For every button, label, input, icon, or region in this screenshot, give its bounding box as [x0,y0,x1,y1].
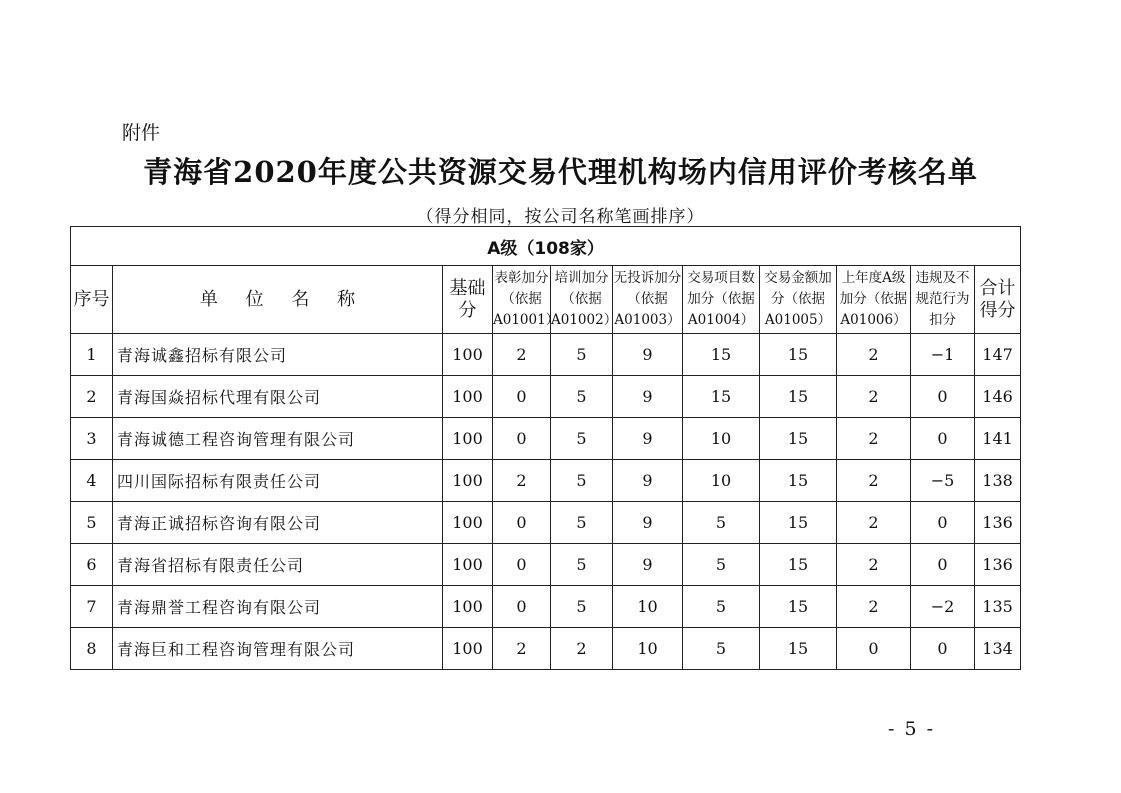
cell-penalty: −2 [911,586,975,628]
cell-total: 134 [975,628,1021,670]
table-row [71,376,1021,418]
cell-amount: 15 [760,376,837,418]
cell-no: 7 [71,586,113,628]
cell-commend: 0 [493,418,551,460]
cell-total: 138 [975,460,1021,502]
cell-total: 146 [975,376,1021,418]
table-row [71,586,1021,628]
level-header: A级（108家） [71,227,1021,266]
attachment-label: 附件 [122,122,161,144]
cell-total: 136 [975,544,1021,586]
table-row [71,418,1021,460]
cell-prev-a: 2 [837,544,911,586]
cell-training: 5 [551,418,613,460]
cell-total: 141 [975,418,1021,460]
cell-base: 100 [443,418,493,460]
cell-name: 四川国际招标有限责任公司 [113,460,443,502]
cell-complaint: 10 [613,628,683,670]
col-header-name: 单 位 名 称 [113,266,443,334]
col-header-commend: 表彰加分（依据A01001） [493,266,551,334]
cell-commend: 2 [493,460,551,502]
cell-base: 100 [443,334,493,376]
cell-commend: 2 [493,628,551,670]
cell-no: 1 [71,334,113,376]
col-header-prev-a: 上年度A级加分（依据A01006） [837,266,911,334]
cell-amount: 15 [760,586,837,628]
cell-total: 135 [975,586,1021,628]
cell-commend: 0 [493,502,551,544]
cell-training: 5 [551,334,613,376]
table-row [71,628,1021,670]
cell-penalty: −1 [911,334,975,376]
cell-base: 100 [443,376,493,418]
cell-penalty: 0 [911,544,975,586]
cell-training: 5 [551,544,613,586]
cell-no: 2 [71,376,113,418]
table-row [71,544,1021,586]
cell-no: 6 [71,544,113,586]
cell-amount: 15 [760,334,837,376]
cell-commend: 0 [493,544,551,586]
cell-amount: 15 [760,460,837,502]
cell-prev-a: 2 [837,376,911,418]
cell-name: 青海巨和工程咨询管理有限公司 [113,628,443,670]
cell-complaint: 9 [613,376,683,418]
cell-training: 5 [551,376,613,418]
cell-total: 147 [975,334,1021,376]
cell-commend: 0 [493,586,551,628]
col-header-projects: 交易项目数加分（依据A01004） [683,266,760,334]
cell-complaint: 9 [613,460,683,502]
cell-no: 3 [71,418,113,460]
cell-base: 100 [443,460,493,502]
cell-prev-a: 2 [837,586,911,628]
cell-amount: 15 [760,418,837,460]
table-row [71,460,1021,502]
cell-prev-a: 2 [837,418,911,460]
cell-name: 青海国焱招标代理有限公司 [113,376,443,418]
cell-penalty: 0 [911,502,975,544]
credit-evaluation-table [70,226,1021,670]
cell-complaint: 9 [613,544,683,586]
cell-commend: 0 [493,376,551,418]
cell-penalty: −5 [911,460,975,502]
cell-training: 5 [551,460,613,502]
table-row [71,502,1021,544]
cell-prev-a: 0 [837,628,911,670]
cell-base: 100 [443,628,493,670]
cell-base: 100 [443,544,493,586]
cell-prev-a: 2 [837,502,911,544]
cell-name: 青海正诚招标咨询有限公司 [113,502,443,544]
cell-penalty: 0 [911,376,975,418]
col-header-no: 序号 [71,266,113,334]
page-number: - 5 - [888,718,936,740]
cell-total: 136 [975,502,1021,544]
col-header-training: 培训加分（依据A01002） [551,266,613,334]
cell-name: 青海省招标有限责任公司 [113,544,443,586]
cell-name: 青海鼎誉工程咨询有限公司 [113,586,443,628]
cell-complaint: 10 [613,586,683,628]
document-subtitle: （得分相同，按公司名称笔画排序） [416,207,705,227]
cell-projects: 5 [683,628,760,670]
cell-name: 青海诚德工程咨询管理有限公司 [113,418,443,460]
cell-base: 100 [443,586,493,628]
col-header-no-complaint: 无投诉加分（依据A01003） [613,266,683,334]
cell-no: 8 [71,628,113,670]
cell-penalty: 0 [911,418,975,460]
cell-training: 5 [551,502,613,544]
cell-projects: 10 [683,418,760,460]
cell-projects: 15 [683,376,760,418]
cell-amount: 15 [760,544,837,586]
table-row [71,334,1021,376]
cell-penalty: 0 [911,628,975,670]
document-title: 青海省2020年度公共资源交易代理机构场内信用评价考核名单 [143,155,978,189]
cell-complaint: 9 [613,502,683,544]
cell-projects: 10 [683,460,760,502]
cell-complaint: 9 [613,418,683,460]
col-header-total: 合计得分 [975,266,1021,334]
col-header-base: 基础分 [443,266,493,334]
cell-training: 5 [551,586,613,628]
cell-projects: 5 [683,502,760,544]
cell-base: 100 [443,502,493,544]
cell-commend: 2 [493,334,551,376]
col-header-amount: 交易金额加分（依据A01005） [760,266,837,334]
cell-amount: 15 [760,628,837,670]
cell-projects: 15 [683,334,760,376]
cell-name: 青海诚鑫招标有限公司 [113,334,443,376]
cell-prev-a: 2 [837,460,911,502]
cell-prev-a: 2 [837,334,911,376]
cell-projects: 5 [683,586,760,628]
cell-amount: 15 [760,502,837,544]
cell-training: 2 [551,628,613,670]
cell-no: 4 [71,460,113,502]
cell-projects: 5 [683,544,760,586]
cell-no: 5 [71,502,113,544]
col-header-penalty: 违规及不规范行为扣分 [911,266,975,334]
cell-complaint: 9 [613,334,683,376]
